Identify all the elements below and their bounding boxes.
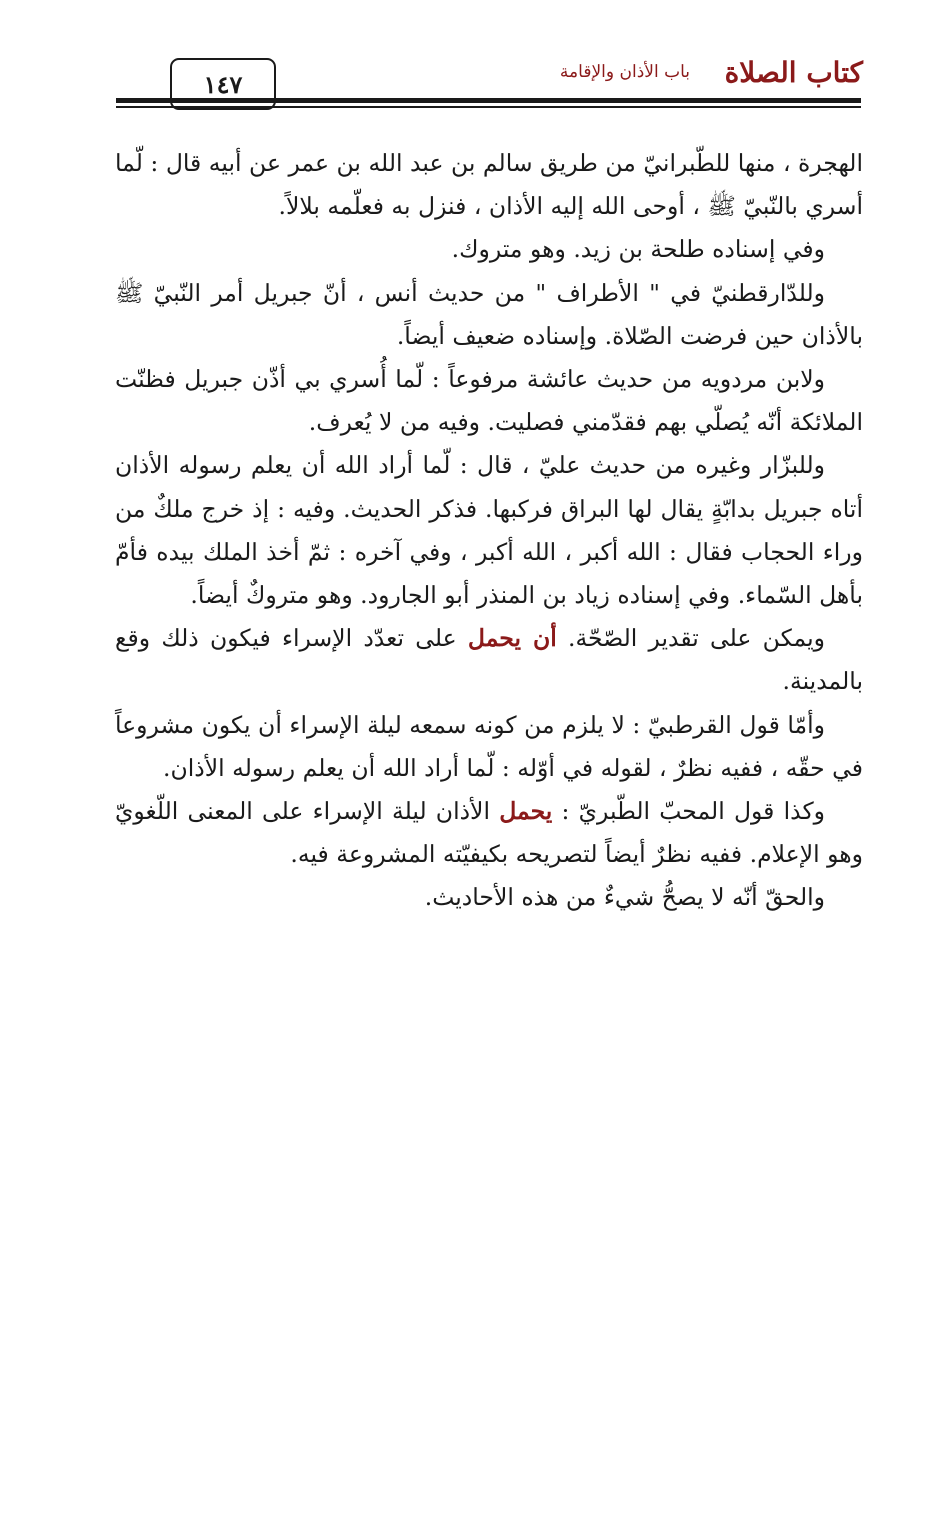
paragraph: [115, 876, 863, 919]
paragraph: [115, 790, 863, 876]
text-segment: وفي إسناده طلحة بن زيد. وهو متروك.: [451, 235, 825, 264]
text-segment: الهجرة ، منها للطّبرانيّ من طريق سالم بن عبد الله بن عمر عن أبيه قال : لّما أسري بالنّبيّ ﷺ ، أوحى الله إليه الأذان ، فنزل به فعلّمه بلالاً.: [115, 149, 863, 221]
highlighted-phrase: يحمل: [499, 797, 553, 826]
page-header: [0, 0, 945, 120]
text-segment: والحقّ أنّه لا يصحُّ شيءٌ من هذه الأحاديث.: [424, 883, 825, 912]
paragraph: [115, 617, 863, 703]
paragraph: [115, 142, 863, 228]
text-segment: على تعدّد الإسراء فيكون ذلك وقع بالمدينة.: [115, 624, 863, 696]
header-rule-thick: [116, 98, 861, 103]
paragraph: [115, 444, 863, 617]
header-rule-thin: [116, 106, 861, 108]
text-segment: وللبزّار وغيره من حديث عليّ ، قال : لّما أراد الله أن يعلم رسوله الأذان أتاه جبريل بدابّةٍ يقال لها البراق فركبها. فذكر الحديث. وفيه : إذ خرج ملكٌ من وراء الحجاب فقال : الله أكبر ، الله أكبر ، وفي آخره : ثمّ أخذ الملك بيده فأمّ بأهل السّماء. وفي إسناده زياد بن المنذر أبو الجارود. وهو متروكٌ أيضاً.: [115, 451, 863, 610]
text-segment: ويمكن على تقدير الصّحّة.: [556, 624, 826, 653]
book-title: كتاب الصلاة: [724, 56, 863, 89]
text-segment: وللدّارقطنيّ في " الأطراف " من حديث أنس ، أنّ جبريل أمر النّبيّ ﷺ بالأذان حين فرضت الصّلاة. وإسناده ضعيف أيضاً.: [115, 278, 863, 350]
paragraph: [115, 704, 863, 790]
text-segment: ولابن مردويه من حديث عائشة مرفوعاً : لّما أُسري بي أذّن جبريل فظنّت الملائكة أنّه يُصلّي بهم فقدّمني فصليت. وفيه من لا يُعرف.: [115, 365, 863, 437]
text-segment: الأذان ليلة الإسراء على المعنى اللّغويّ وهو الإعلام. ففيه نظرٌ أيضاً لتصريحه بكيفيّته المشروعة فيه.: [115, 797, 863, 869]
page-number: ١٤٧: [203, 69, 243, 99]
chapter-title: باب الأذان والإقامة: [559, 62, 690, 82]
paragraph: [115, 228, 863, 271]
page-body: [115, 142, 863, 920]
highlighted-phrase: أن يحمل: [467, 624, 557, 653]
paragraph: [115, 272, 863, 358]
paragraph: [115, 358, 863, 444]
text-segment: وكذا قول المحبّ الطّبريّ :: [552, 797, 825, 826]
text-segment: وأمّا قول القرطبيّ : لا يلزم من كونه سمعه ليلة الإسراء أن يكون مشروعاً في حقّه ، ففيه نظرٌ ، لقوله في أوّله : لّما أراد الله أن يعلم رسوله الأذان.: [115, 710, 863, 782]
